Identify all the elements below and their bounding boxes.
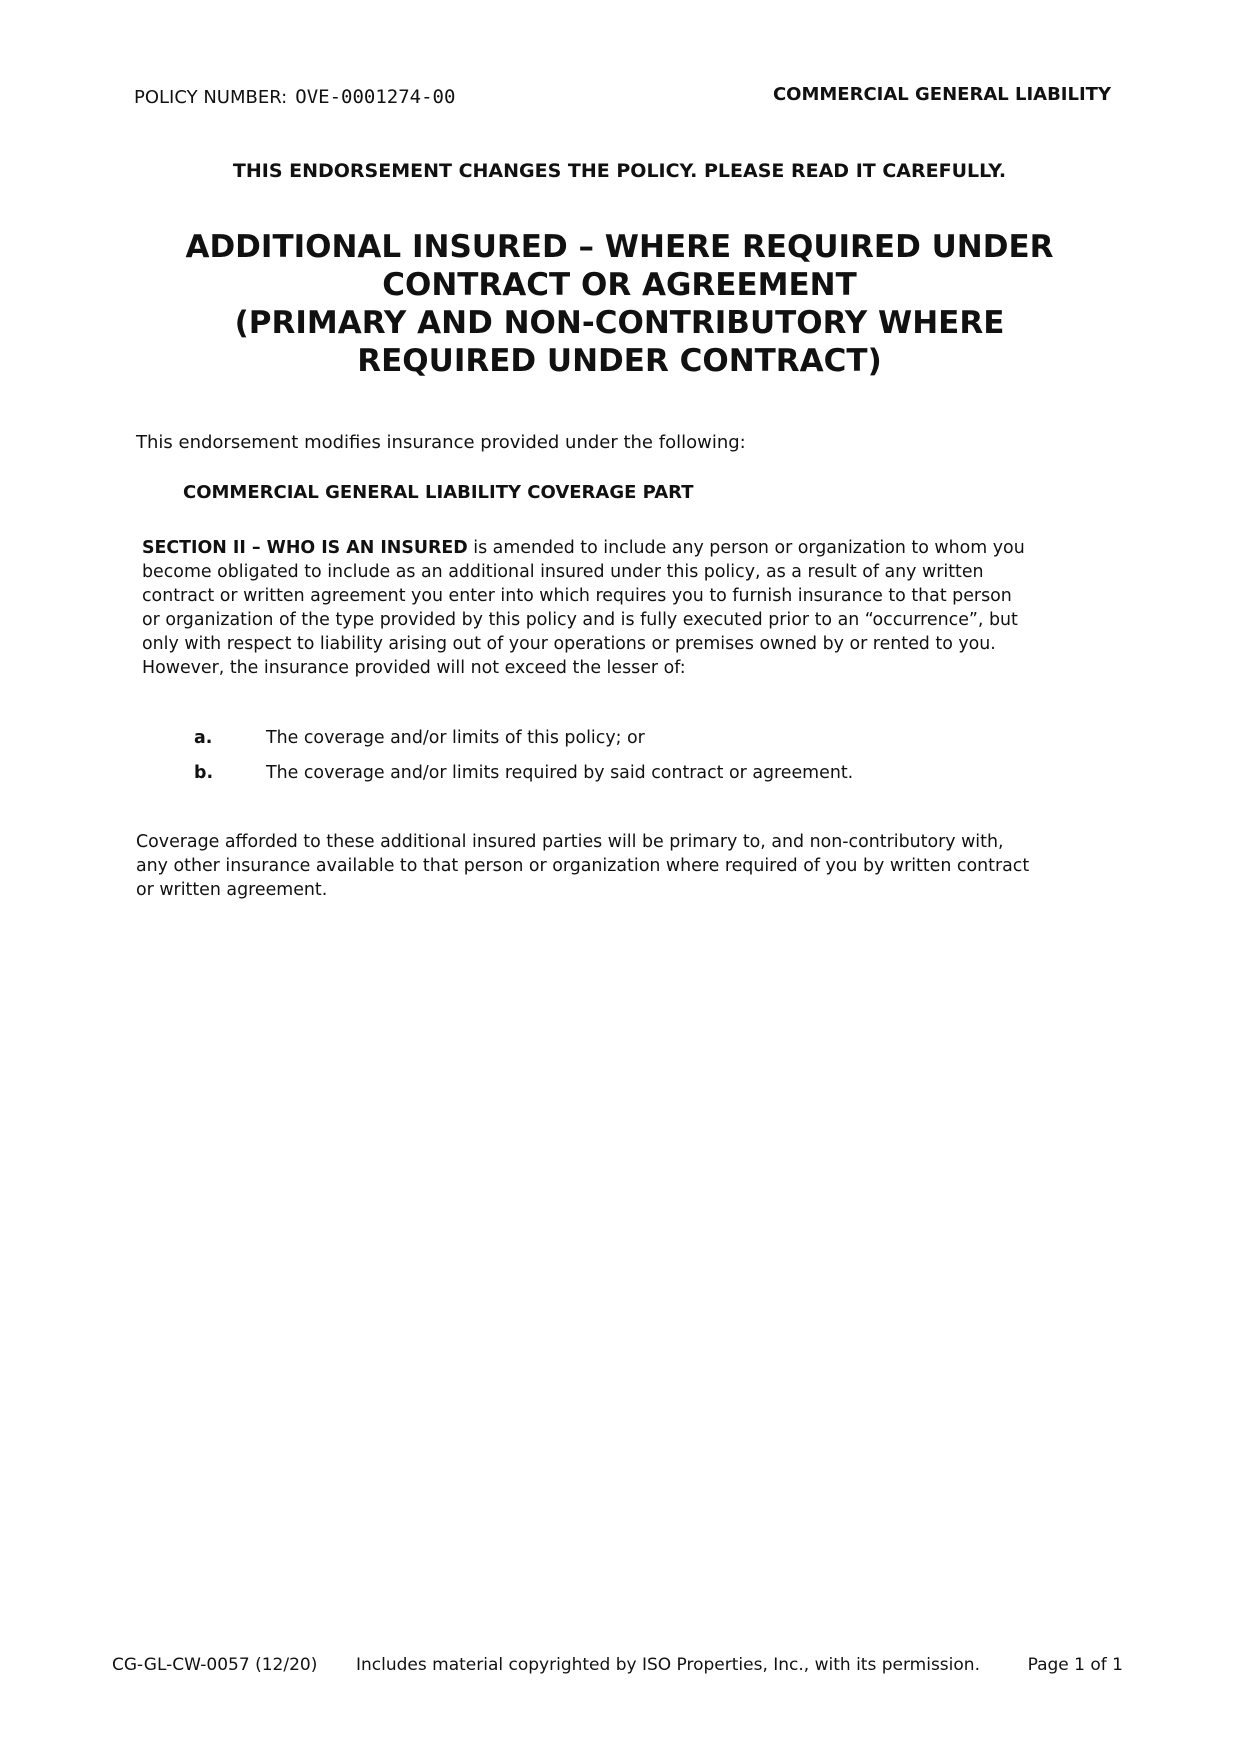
list-text: The coverage and/or limits required by said contract or agreement. — [266, 763, 854, 783]
policy-number-label: POLICY NUMBER: — [134, 87, 288, 108]
form-type-heading: COMMERCIAL GENERAL LIABILITY — [772, 84, 1111, 105]
policy-number — [134, 86, 455, 108]
paragraph-line: or written agreement. — [136, 880, 328, 900]
list-marker: a. — [194, 728, 213, 748]
list-text: The coverage and/or limits of this policy; or — [266, 728, 645, 748]
primary-coverage-paragraph — [136, 830, 1116, 902]
list-marker: b. — [194, 763, 214, 783]
endorsement-notice: THIS ENDORSEMENT CHANGES THE POLICY. PLEASE READ IT CAREFULLY. — [232, 160, 1007, 182]
paragraph-line: any other insurance available to that person or organization where required of you by written contract — [136, 856, 1030, 876]
title-line: REQUIRED UNDER CONTRACT) — [357, 343, 882, 379]
policy-number-value: OVE-0001274-00 — [295, 86, 456, 108]
paragraph-line: only with respect to liability arising out of your operations or premises owned by or rented to you. — [142, 634, 996, 654]
paragraph-line: However, the insurance provided will not exceed the lesser of: — [142, 658, 686, 678]
footer-form-number: CG-GL-CW-0057 (12/20) — [112, 1655, 318, 1675]
paragraph-line — [142, 536, 1112, 560]
coverage-part-heading: COMMERCIAL GENERAL LIABILITY COVERAGE PART — [183, 482, 694, 503]
title-line: CONTRACT OR AGREEMENT — [382, 267, 857, 303]
modifies-statement: This endorsement modifies insurance provided under the following: — [136, 432, 746, 453]
paragraph-line: or organization of the type provided by this policy and is fully executed prior to an “occurrence”, but — [142, 610, 1018, 630]
endorsement-title — [90, 228, 1149, 380]
footer-page-number: Page 1 of 1 — [1027, 1655, 1123, 1675]
paragraph-line: Coverage afforded to these additional insured parties will be primary to, and non-contributory with, — [136, 832, 1004, 852]
title-line: ADDITIONAL INSURED – WHERE REQUIRED UNDER — [185, 229, 1054, 265]
footer-copyright: Includes material copyrighted by ISO Properties, Inc., with its permission. — [356, 1655, 980, 1675]
section-heading: SECTION II – WHO IS AN INSURED — [142, 538, 468, 558]
title-line: (PRIMARY AND NON-CONTRIBUTORY WHERE — [234, 305, 1005, 341]
section-line-rest: is amended to include any person or organization to whom you — [467, 538, 1025, 558]
paragraph-line: contract or written agreement you enter into which requires you to furnish insurance to that person — [142, 586, 1012, 606]
section-ii-paragraph — [142, 536, 1112, 680]
paragraph-line: become obligated to include as an additional insured under this policy, as a result of any written — [142, 562, 984, 582]
